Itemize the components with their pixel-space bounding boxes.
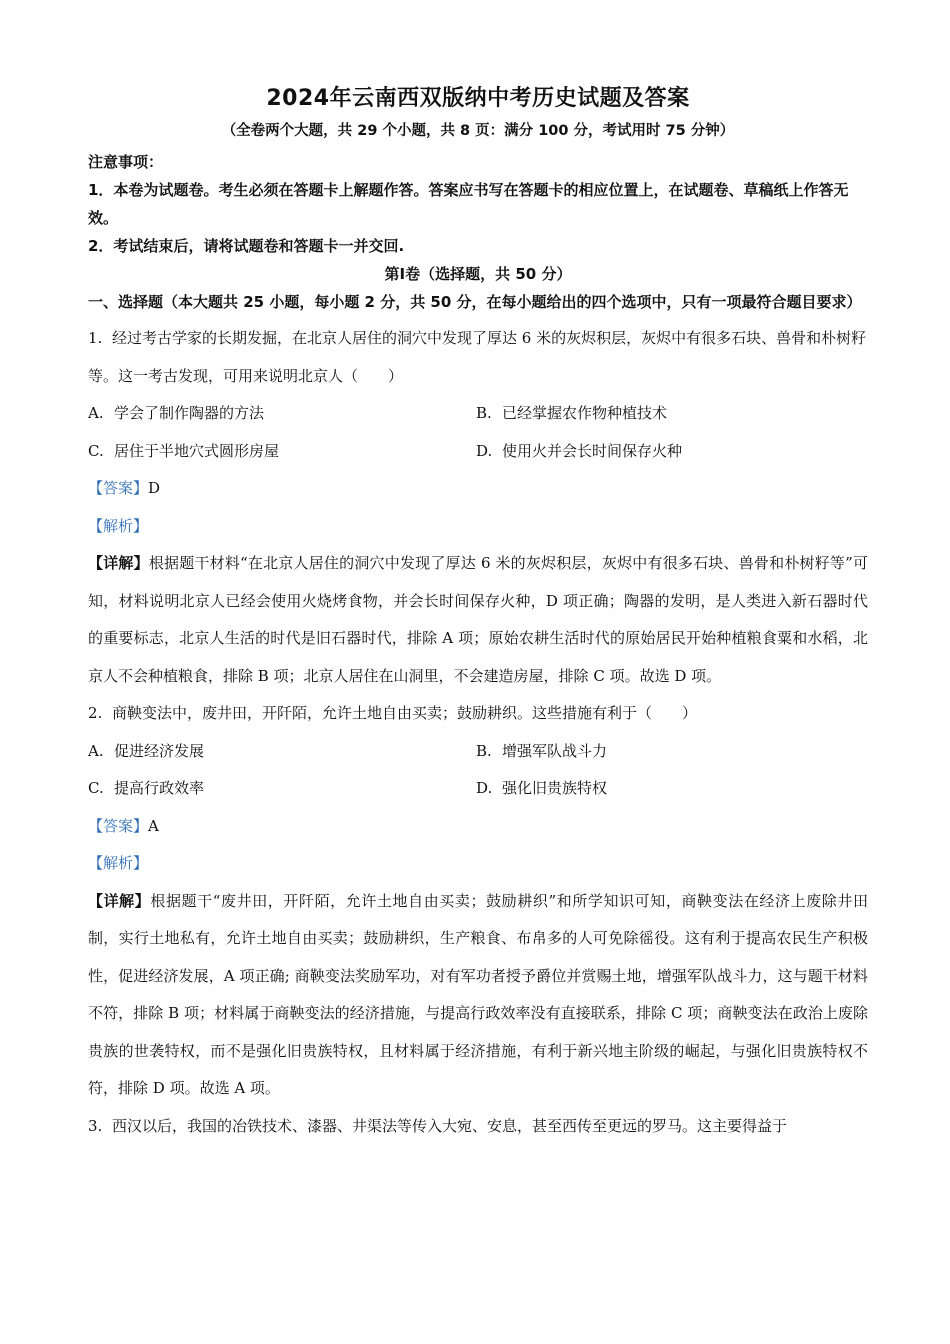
question-text: 商鞅变法中，废井田，开阡陌，允许土地自由买卖；鼓励耕织。这些措施有利于（ ）	[112, 704, 698, 722]
answer-label: 【答案】	[88, 479, 149, 497]
option-letter: A.	[88, 741, 104, 760]
detail-label: 【详解】	[88, 554, 149, 572]
option-a	[88, 733, 476, 771]
question-stem	[88, 695, 868, 733]
answer-line	[88, 470, 868, 508]
option-d	[476, 433, 868, 471]
part-heading: 一、选择题（本大题共 25 小题，每小题 2 分，共 50 分，在每小题给出的四个选项中，只有一项最符合题目要求）	[88, 293, 862, 311]
option-b	[476, 733, 868, 771]
detail-text: 根据题干材料“在北京人居住的洞穴中发现了厚达 6 米的灰烬积层，灰烬中有很多石块、兽骨和朴树籽等”可知，材料说明北京人已经会使用火烧烤食物，并会长时间保存火种，D 项正确；陶器的发明，是人类进入新石器时代的重要标志，北京人生活的时代是旧石器时代，排除 A 项；原始农耕生活时代的原始居民开始种植粮食粟和水稻，北京人不会种植粮食，排除 B 项；北京人居住在山洞里，不会建造房屋，排除 C 项。故选 D 项。	[88, 554, 868, 685]
option-letter: C.	[88, 779, 104, 797]
option-text: 提高行政效率	[114, 779, 205, 797]
option-d	[476, 770, 868, 808]
option-text: 学会了制作陶器的方法	[114, 404, 265, 422]
section-title: 第Ⅰ卷（选择题，共 50 分）	[384, 265, 572, 283]
notice-heading: 注意事项：	[88, 153, 164, 171]
detail-text: 根据题干“废井田，开阡陌，允许土地自由买卖；鼓励耕织”和所学知识可知，商鞅变法在经济上废除井田制，实行土地私有，允许土地自由买卖；鼓励耕织，生产粮食、布帛多的人可免除徭役。这有利于提高农民生产积极性，促进经济发展，A 项正确; 商鞅变法奖励军功，对有军功者授予爵位并赏赐土地，增强军队战斗力，这与题干材料不符，排除 B 项；材料属于商鞅变法的经济措施，与提高行政效率没有直接联系，排除 C 项；商鞅变法在政治上废除贵族的世袭特权，而不是强化旧贵族特权，且材料属于经济措施，有利于新兴地主阶级的崛起，与强化旧贵族特权不符，排除 D 项。故选 A 项。	[88, 891, 868, 1097]
analysis-line	[88, 508, 868, 546]
option-b	[476, 395, 868, 433]
answer-line	[88, 808, 868, 846]
page-title: 2024年云南西双版纳中考历史试题及答案	[266, 86, 690, 111]
option-letter: A.	[88, 404, 104, 422]
question-text: 经过考古学家的长期发掘，在北京人居住的洞穴中发现了厚达 6 米的灰烬积层，灰烬中有很多石块、兽骨和朴树籽等。这一考古发现，可用来说明北京人（ ）	[88, 329, 867, 385]
option-letter: D.	[476, 441, 493, 460]
option-letter: D.	[476, 779, 493, 797]
answer-value: A	[148, 816, 159, 835]
question-2	[88, 695, 868, 1108]
question-stem	[88, 1108, 868, 1146]
analysis-line	[88, 845, 868, 883]
option-letter: B.	[476, 404, 492, 422]
option-letter: B.	[476, 741, 492, 760]
option-letter: C.	[88, 441, 104, 460]
detail-paragraph	[88, 883, 868, 1108]
detail-label: 【详解】	[88, 891, 151, 910]
question-number: 1.	[88, 329, 103, 347]
question-number: 3.	[88, 1116, 103, 1135]
answer-value: D	[148, 479, 161, 497]
answer-label: 【答案】	[88, 816, 149, 835]
option-text: 已经掌握农作物种植技术	[502, 404, 668, 422]
question-3	[88, 1108, 868, 1146]
exam-page	[88, 84, 868, 1145]
question-number: 2.	[88, 704, 103, 722]
option-text: 促进经济发展	[114, 741, 205, 760]
analysis-label: 【解析】	[88, 516, 149, 535]
option-c	[88, 770, 476, 808]
options-grid	[88, 395, 868, 470]
option-a	[88, 395, 476, 433]
question-stem	[88, 320, 868, 395]
analysis-label: 【解析】	[88, 854, 149, 872]
exam-subtitle: （全卷两个大题，共 29 个小题，共 8 页：满分 100 分，考试用时 75 分钟）	[221, 123, 735, 139]
question-text: 西汉以后，我国的冶铁技术、漆器、井渠法等传入大宛、安息，甚至西传至更远的罗马。这主要得益于	[112, 1116, 788, 1135]
question-1	[88, 320, 868, 695]
option-text: 使用火并会长时间保存火种	[502, 441, 683, 460]
options-grid	[88, 733, 868, 808]
option-text: 居住于半地穴式圆形房屋	[114, 441, 280, 460]
notice-item-1: 1．本卷为试题卷。考生必须在答题卡上解题作答。答案应书写在答题卡的相应位置上，在试题卷、草稿纸上作答无效。	[88, 181, 849, 227]
notice-item-2: 2．考试结束后，请将试题卷和答题卡一并交回.	[88, 237, 405, 255]
option-text: 增强军队战斗力	[502, 741, 608, 760]
option-text: 强化旧贵族特权	[502, 779, 608, 797]
option-c	[88, 433, 476, 471]
detail-paragraph	[88, 545, 868, 695]
